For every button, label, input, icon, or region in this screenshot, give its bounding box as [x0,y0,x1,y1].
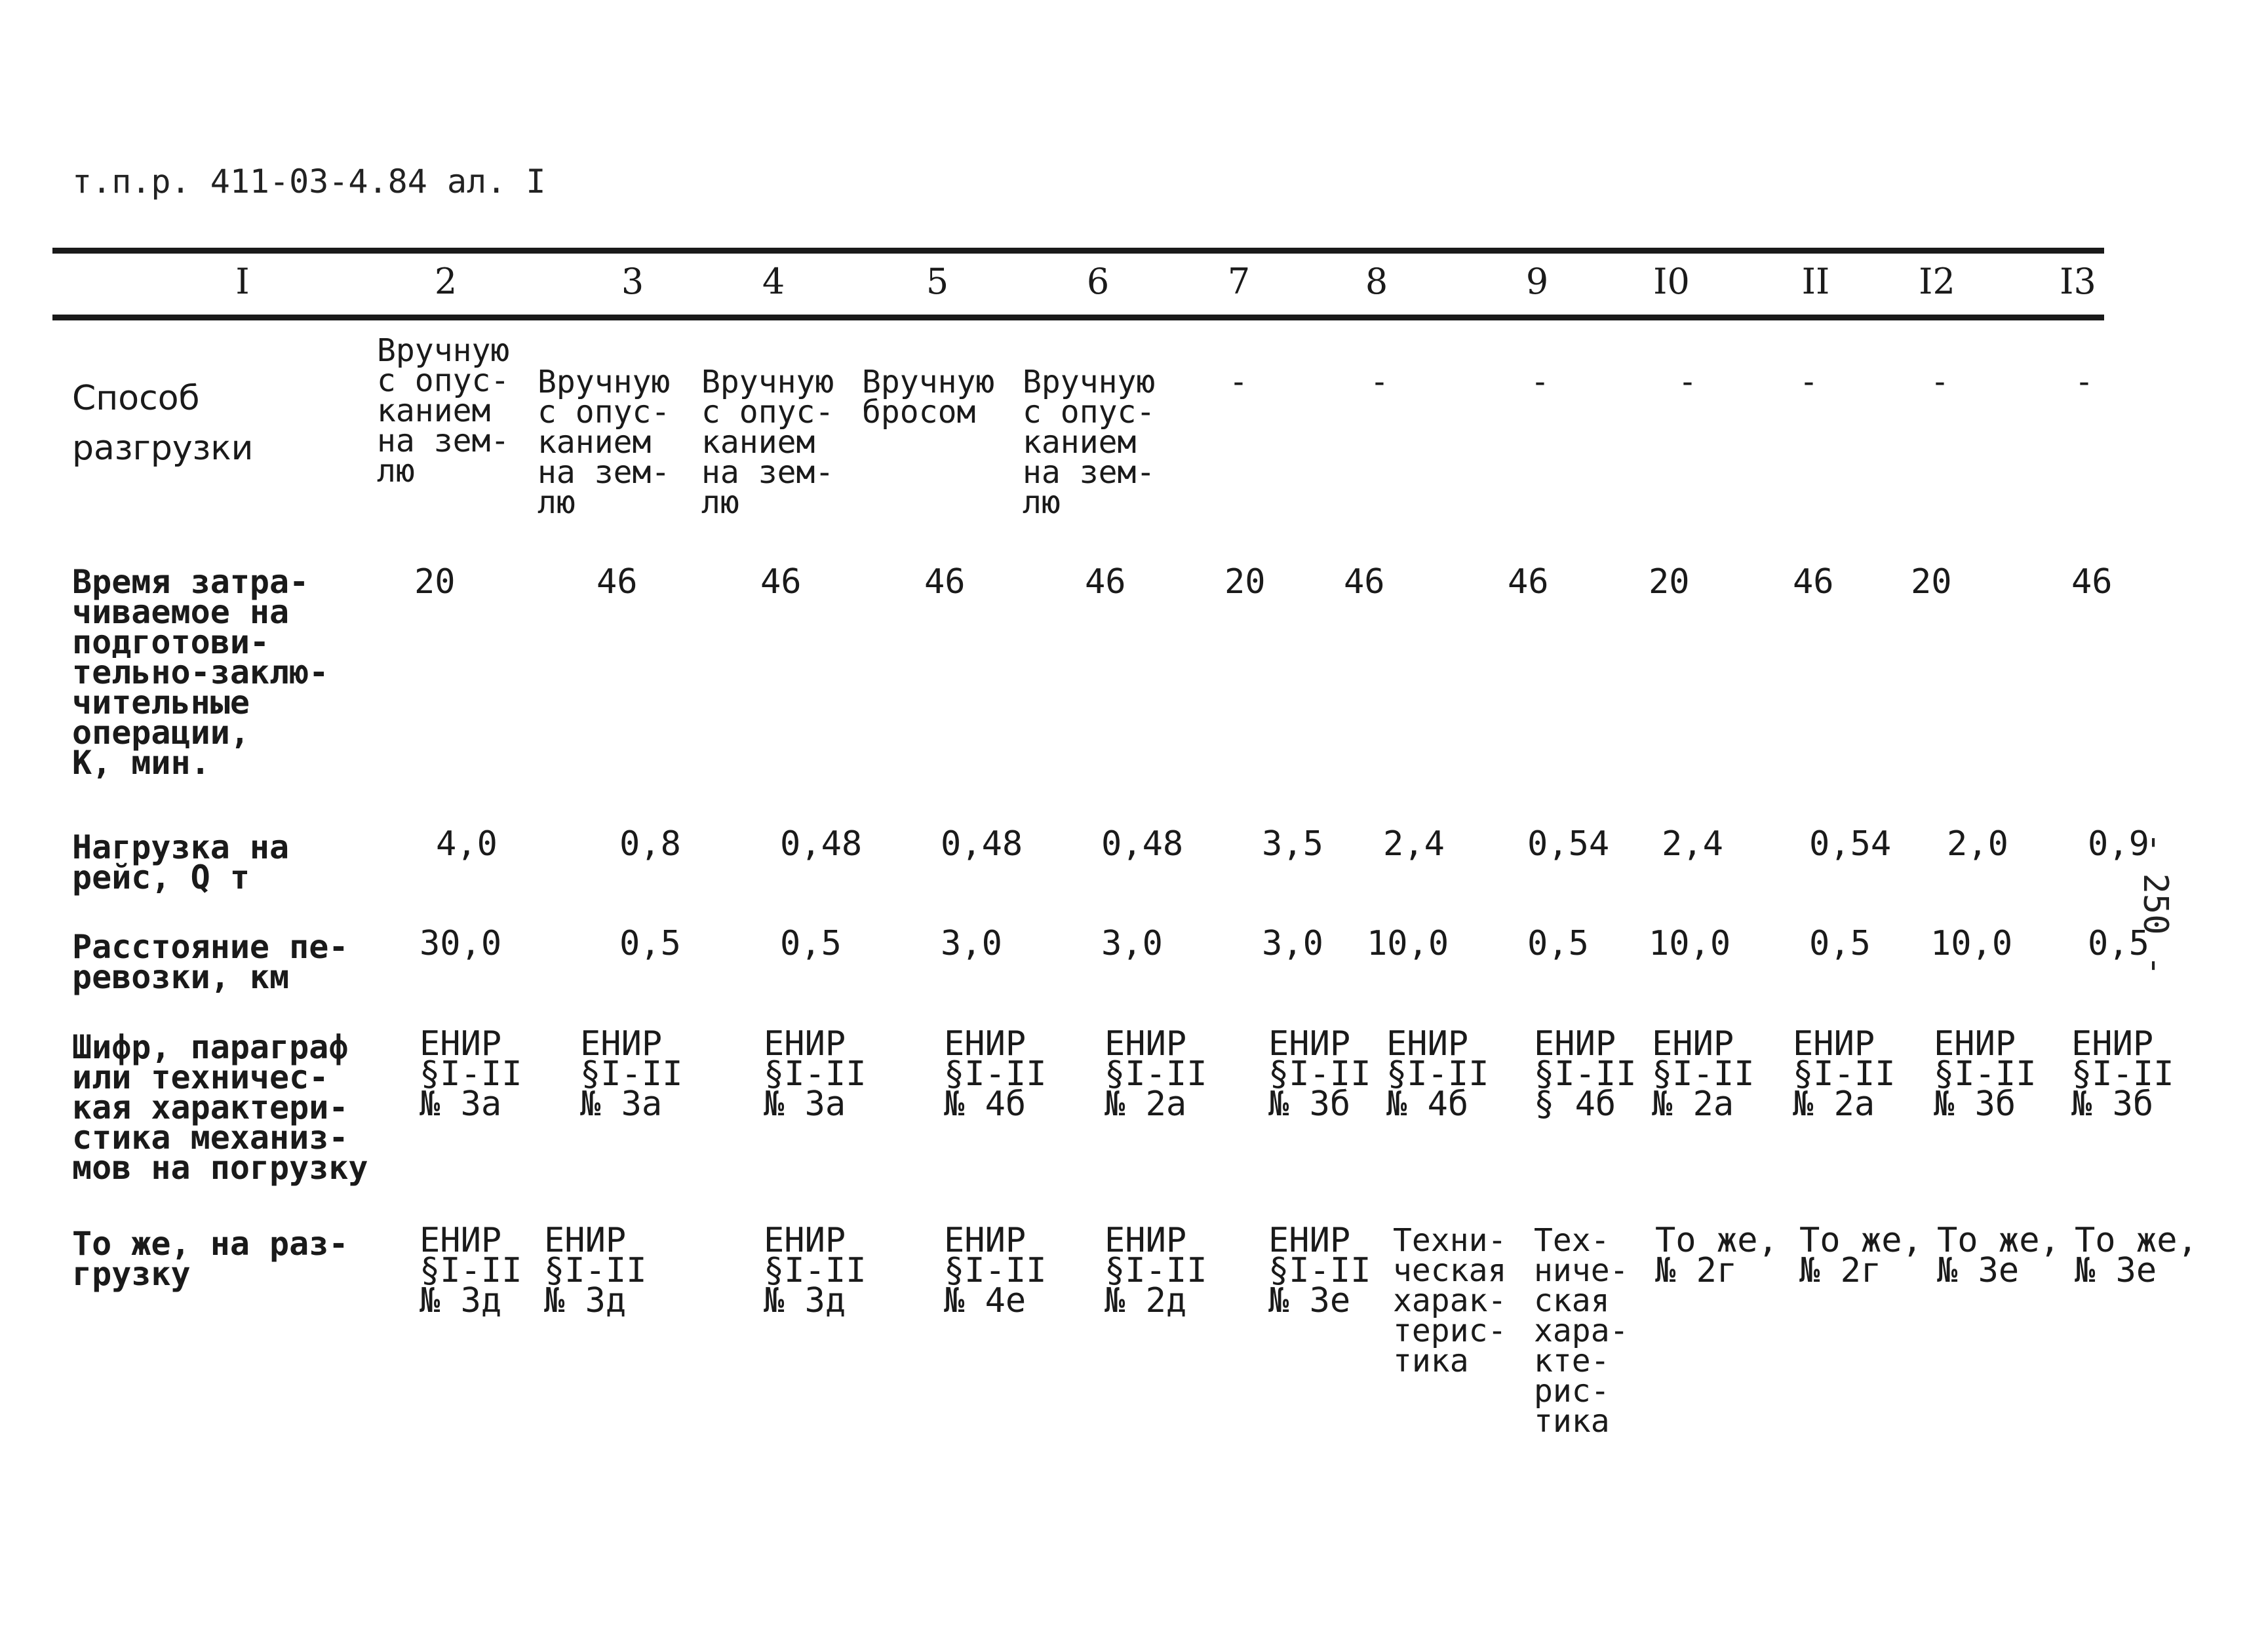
code-loading-cell: ЕНИР §I-II № 3б [1934,1024,2037,1124]
row-label-distance: Расстояние пе- ревозки, км [72,928,349,996]
code-loading-cell: ЕНИР §I-II № 3б [2071,1024,2174,1124]
distance-cell: 30,0 [420,924,502,963]
code-loading-cell: ЕНИР §I-II № 3а [580,1024,683,1124]
code-unloading-cell: То же, № 3е [1937,1221,2060,1290]
row-label-code-unloading: То же, на раз- грузку [72,1225,349,1293]
prep-time-cell: 46 [596,562,638,602]
prep-time-cell: 46 [1344,562,1385,602]
prep-time-cell: 20 [1911,562,1952,602]
load-per-trip-cell: 2,4 [1662,824,1723,864]
unload-method-cell: - [2075,364,2094,400]
row-label-prep-time: Время затра- чиваемое на подготови- тельно-заклю- чительные операции, К, мин. [72,563,329,782]
code-unloading-cell: ЕНИР §I-II № 3д [764,1221,867,1320]
code-loading-cell: ЕНИР §I-II № 3б [1268,1024,1371,1124]
code-loading-cell: ЕНИР §I-II № 3а [420,1024,522,1124]
column-header-9: 9 [1525,261,1549,302]
prep-time-cell: 20 [1649,562,1690,602]
code-loading-cell: ЕНИР §I-II № 2а [1652,1024,1755,1124]
column-header-5: 5 [926,261,949,302]
row-label-unload-method: Способ разгрузки [72,379,254,468]
unload-method-cell: Вручную с опус- канием на зем- лю [377,332,510,490]
column-header-4: 4 [762,261,785,302]
load-per-trip-cell: 2,0 [1947,824,2008,864]
code-unloading-cell: ЕНИР §I-II № 3д [420,1221,522,1320]
distance-cell: 10,0 [1649,924,1731,963]
load-per-trip-cell: 0,8 [619,824,681,864]
code-loading-cell: ЕНИР §I-II § 4б [1534,1024,1637,1124]
column-header-13: I3 [2060,261,2096,302]
distance-cell: 0,5 [1809,924,1871,963]
column-header-2: 2 [434,261,458,302]
code-loading-cell: ЕНИР §I-II № 4б [1386,1024,1489,1124]
unload-method-cell: - [1678,364,1697,400]
top-rule [52,248,2104,254]
distance-cell: 3,0 [941,924,1002,963]
unload-method-cell: Вручную с опус- канием на зем- лю [1023,364,1156,521]
unload-method-cell: Вручную с опус- канием на зем- лю [538,364,671,521]
column-header-3: 3 [621,261,644,302]
code-unloading-cell: ЕНИР §I-II № 3д [544,1221,647,1320]
unload-method-cell: - [1930,364,1949,400]
prep-time-cell: 46 [1085,562,1126,602]
prep-time-cell: 46 [2071,562,2113,602]
distance-cell: 0,5 [1527,924,1589,963]
code-loading-cell: ЕНИР §I-II № 2а [1105,1024,1207,1124]
code-unloading-cell: Тех- ниче- ская хара- кте- рис- тика [1534,1222,1629,1440]
document-reference: т.п.р. 411-03-4.84 ал. I [72,163,546,201]
unload-method-cell: - [1370,364,1389,400]
column-header-1: I [235,261,250,302]
unload-method-cell: - [1531,364,1550,400]
load-per-trip-cell: 0,9 [2088,824,2149,864]
unload-method-cell: - [1229,364,1248,400]
load-per-trip-cell: 2,4 [1383,824,1445,864]
load-per-trip-cell: 0,54 [1527,824,1610,864]
code-unloading-cell: Техни- ческая харак- терис- тика [1393,1222,1507,1379]
load-per-trip-cell: 4,0 [436,824,498,864]
load-per-trip-cell: 0,48 [780,824,863,864]
column-header-8: 8 [1365,261,1388,302]
load-per-trip-cell: 3,5 [1262,824,1323,864]
code-unloading-cell: ЕНИР §I-II № 4е [944,1221,1047,1320]
prep-time-cell: 20 [414,562,456,602]
load-per-trip-cell: 0,48 [1101,824,1184,864]
prep-time-cell: 46 [1508,562,1549,602]
prep-time-cell: 46 [924,562,966,602]
code-unloading-cell: ЕНИР §I-II № 3е [1268,1221,1371,1320]
load-per-trip-cell: 0,54 [1809,824,1892,864]
unload-method-cell: Вручную бросом [862,364,995,431]
code-loading-cell: ЕНИР §I-II № 3а [764,1024,867,1124]
column-header-12: I2 [1919,261,1955,302]
column-header-10: I0 [1653,261,1690,302]
code-loading-cell: ЕНИР §I-II № 2а [1793,1024,1896,1124]
prep-time-cell: 20 [1224,562,1266,602]
code-unloading-cell: То же, № 3е [2075,1221,2198,1290]
unload-method-cell: Вручную с опус- канием на зем- лю [701,364,834,521]
distance-cell: 0,5 [780,924,842,963]
column-header-7: 7 [1227,261,1251,302]
row-label-load-per-trip: Нагрузка на рейс, Q т [72,828,290,896]
side-page-number: - 250 - [2136,832,2175,976]
header-rule [52,315,2104,320]
unload-method-cell: - [1799,364,1818,400]
code-unloading-cell: ЕНИР §I-II № 2д [1105,1221,1207,1320]
distance-cell: 3,0 [1101,924,1163,963]
code-unloading-cell: То же, № 2г [1799,1221,1923,1290]
distance-cell: 10,0 [1367,924,1449,963]
column-header-6: 6 [1086,261,1110,302]
code-unloading-cell: То же, № 2г [1655,1221,1778,1290]
prep-time-cell: 46 [760,562,802,602]
distance-cell: 10,0 [1930,924,2013,963]
distance-cell: 3,0 [1262,924,1323,963]
load-per-trip-cell: 0,48 [941,824,1023,864]
column-header-11: II [1801,261,1830,302]
row-label-code-loading: Шифр, параграф или техничес- кая характери- стика механиз- мов на погрузку [72,1028,368,1187]
prep-time-cell: 46 [1793,562,1834,602]
code-loading-cell: ЕНИР §I-II № 4б [944,1024,1047,1124]
distance-cell: 0,5 [2088,924,2149,963]
distance-cell: 0,5 [619,924,681,963]
